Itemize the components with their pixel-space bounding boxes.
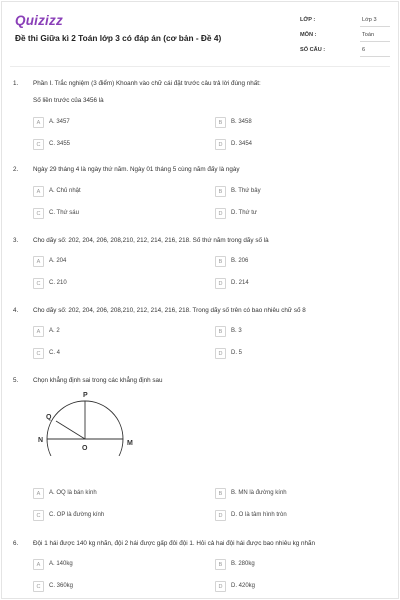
option-text: B. 3 — [231, 328, 242, 334]
meta-class-line — [360, 26, 390, 27]
option-text: B. 280kg — [231, 561, 255, 567]
question-4-option-a[interactable] — [33, 326, 163, 338]
meta-subject-label: MÔN : — [300, 32, 317, 38]
option-text: A. 140kg — [49, 561, 73, 567]
option-text: C. 210 — [49, 280, 67, 286]
option-text: B. Thứ bảy — [231, 188, 261, 194]
option-key-box: D — [215, 348, 226, 359]
meta-count-value: 6 — [362, 47, 366, 53]
question-4-option-c[interactable] — [33, 348, 163, 360]
option-key-box: C — [33, 581, 44, 592]
option-key-box: A — [33, 488, 44, 499]
option-key-box: C — [33, 510, 44, 521]
question-1-option-d[interactable] — [215, 139, 345, 151]
radius-oq — [56, 421, 85, 439]
option-key-box: D — [215, 278, 226, 289]
option-text: C. 3455 — [49, 141, 71, 147]
option-text: C. Thứ sáu — [49, 210, 79, 216]
option-key-box: D — [215, 581, 226, 592]
meta-class-label: LỚP : — [300, 17, 316, 23]
question-6-option-b[interactable] — [215, 559, 345, 571]
meta-subject-line — [360, 41, 390, 42]
option-text: A. 2 — [49, 328, 60, 334]
option-key-box: C — [33, 208, 44, 219]
option-text: B. 3458 — [231, 119, 252, 125]
label-n: N — [38, 437, 44, 444]
option-text: D. Thứ tư — [231, 210, 257, 216]
question-1-number: 1. — [13, 80, 19, 87]
meta-subject — [300, 29, 390, 42]
question-3-number: 3. — [13, 237, 19, 244]
meta-class — [300, 14, 390, 27]
option-key-box: A — [33, 559, 44, 570]
option-text: B. MN là đường kính — [231, 490, 287, 496]
option-key-box: A — [33, 117, 44, 128]
option-key-box: D — [215, 510, 226, 521]
question-6-option-d[interactable] — [215, 581, 345, 593]
worksheet-title: Đề thi Giữa kì 2 Toán lớp 3 có đáp án (cơ bản - Đề 4) — [15, 33, 222, 43]
option-key-box: C — [33, 348, 44, 359]
option-key-box: C — [33, 278, 44, 289]
meta-count-label: SỐ CÂU : — [300, 47, 326, 53]
question-3-option-c[interactable] — [33, 278, 163, 290]
option-text: C. 4 — [49, 350, 61, 356]
question-6-option-a[interactable] — [33, 559, 163, 571]
question-5-option-b[interactable] — [215, 488, 345, 500]
option-text: A. 3457 — [49, 119, 70, 125]
meta-count — [300, 44, 390, 57]
question-3-option-a[interactable] — [33, 256, 163, 268]
question-6-text: Đội 1 hái được 140 kg nhãn, đội 2 hái được gấp đôi đội 1. Hỏi cả hai đội hái được bao nhiêu kg nhãn — [33, 540, 315, 547]
question-3-option-d[interactable] — [215, 278, 345, 290]
option-key-box: B — [215, 488, 226, 499]
question-6-number: 6. — [13, 540, 19, 547]
label-p: P — [83, 392, 88, 399]
option-text: C. OP là đường kính — [49, 512, 105, 518]
option-key-box: B — [215, 186, 226, 197]
circle-diagram — [38, 388, 158, 456]
option-key-box: A — [33, 256, 44, 267]
question-1-option-b[interactable] — [215, 117, 345, 129]
question-5-option-d[interactable] — [215, 510, 345, 522]
question-4-option-d[interactable] — [215, 348, 345, 360]
question-1-option-c[interactable] — [33, 139, 163, 151]
option-key-box: B — [215, 326, 226, 337]
label-q: Q — [46, 414, 52, 421]
option-text: D. 5 — [231, 350, 243, 356]
question-4-number: 4. — [13, 307, 19, 314]
option-text: A. 204 — [49, 258, 67, 264]
header-divider — [10, 66, 390, 67]
quizizz-logo: Quizizz — [15, 13, 63, 28]
question-2-option-b[interactable] — [215, 186, 345, 198]
question-1-option-a[interactable] — [33, 117, 163, 129]
option-text: C. 360kg — [49, 583, 74, 589]
option-text: D. O là tâm hình tròn — [231, 512, 287, 518]
question-2-text: Ngày 29 tháng 4 là ngày thứ năm. Ngày 01 tháng 5 cùng năm đấy là ngày — [33, 166, 240, 173]
question-5-number: 5. — [13, 377, 19, 384]
question-6-option-c[interactable] — [33, 581, 163, 593]
question-1-text: Phần I. Trắc nghiệm (3 điểm) Khoanh vào chữ cái đặt trước câu trả lời đúng nhất: — [33, 80, 261, 87]
question-2-option-c[interactable] — [33, 208, 163, 220]
meta-class-value: Lớp 3 — [362, 17, 377, 23]
question-4-text: Cho dãy số: 202, 204, 206, 208,210, 212, 214, 216, 218. Trong dãy số trên có bao nhiêu chữ số 8 — [33, 307, 306, 314]
option-text: D. 3454 — [231, 141, 253, 147]
option-key-box: C — [33, 139, 44, 150]
question-3-text: Cho dãy số: 202, 204, 206, 208,210, 212, 214, 216, 218. Số thứ năm trong dãy số là — [33, 237, 269, 244]
option-text: A. OQ là bán kính — [49, 490, 97, 496]
option-key-box: D — [215, 139, 226, 150]
worksheet-header — [0, 0, 400, 66]
label-o: O — [82, 445, 88, 452]
option-text: B. 206 — [231, 258, 249, 264]
option-text: D. 420kg — [231, 583, 256, 589]
option-key-box: B — [215, 559, 226, 570]
option-key-box: A — [33, 326, 44, 337]
question-5-text: Chọn khẳng định sai trong các khẳng định sau — [33, 377, 163, 384]
option-key-box: A — [33, 186, 44, 197]
meta-count-line — [360, 56, 390, 57]
label-m: M — [127, 440, 133, 447]
question-2-number: 2. — [13, 166, 19, 173]
question-2-option-a[interactable] — [33, 186, 163, 198]
option-key-box: B — [215, 256, 226, 267]
option-text: D. 214 — [231, 280, 249, 286]
option-key-box: B — [215, 117, 226, 128]
question-1-subtext: Số liền trước của 3456 là — [33, 97, 104, 104]
question-5-option-c[interactable] — [33, 510, 163, 522]
question-2-option-d[interactable] — [215, 208, 345, 220]
option-text: A. Chủ nhật — [49, 188, 81, 194]
option-key-box: D — [215, 208, 226, 219]
meta-subject-value: Toán — [362, 32, 375, 38]
question-3-option-b[interactable] — [215, 256, 345, 268]
question-5-option-a[interactable] — [33, 488, 163, 500]
question-4-option-b[interactable] — [215, 326, 345, 338]
